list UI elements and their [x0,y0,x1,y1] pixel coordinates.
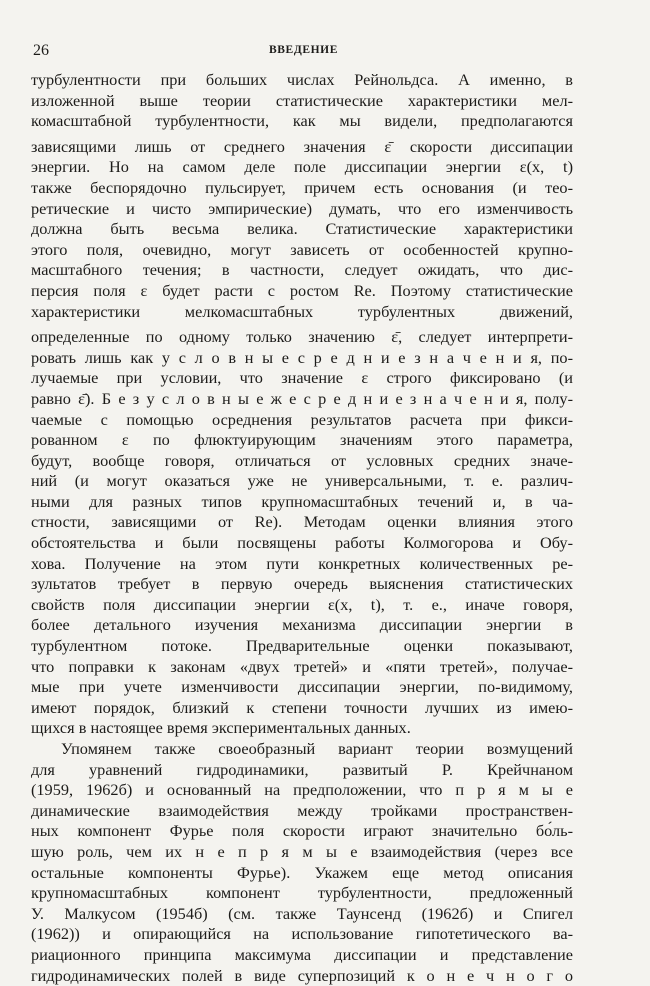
text-line: для уравнений гидродинамики, развитый Р. Крейчнаном [31,759,573,779]
text-line: обстоятельства и были посвящены работы Колмогорова и Обу- [31,533,573,553]
text-line: имеют порядок, близкий к степени точности лучших из имею- [31,697,573,717]
text-line: гидродинамических полей в виде суперпозиций к о н е ч н о г о [31,965,573,985]
text-line: рованном ε по флюктуирующим значениям этого параметра, [31,430,573,450]
text-line: чаемые с помощью осреднения результатов расчета при фикси- [31,409,573,429]
text-line: зультатов требует в первую очередь выяснения статистических [31,574,573,594]
text-line: ний (и могут оказаться уже не универсальными, т. е. различ- [31,471,573,491]
text-line: (1959, 1962б) и основанный на предположении, что п р я м ы е [31,780,573,800]
text-line: ных компонент Фурье поля скорости играют значительно бо́ль- [31,821,573,841]
text-line: турбулентности при больших числах Рейнольдса. А именно, в [31,70,573,89]
text-line: что поправки к законам «двух третей» и «пяти третей», получае- [31,656,573,676]
text-line: изложенной выше теории статистические характеристики мел- [31,90,573,110]
text-line: динамические взаимодействия между тройками пространствен- [31,800,573,820]
text-line: свойств поля диссипации энергии ε(x, t), т. е., иначе говоря, [31,594,573,614]
text-line: остальные компоненты Фурье). Укажем еще метод описания [31,862,573,882]
text-line: Упомянем также своеобразный вариант теории возмущений [61,739,573,758]
body-text [31,70,573,986]
text-line: щихся в настоящее время экспериментальных данных. [31,718,411,738]
text-line: лучаемые при условии, что значение ε строго фиксировано (и [31,368,573,388]
text-line: риационного принципа максимума диссипации и представление [31,944,573,964]
text-line: также беспорядочно пульсирует, причем есть основания (и тео- [31,177,573,197]
text-line: более детального изучения механизма диссипации энергии в [31,615,573,635]
running-head: ВВЕДЕНИЕ [269,44,338,56]
text-line: ровать лишь как у с л о в н ы е с р е д н и е з н а ч е н и я, по- [31,347,573,367]
text-line: комасштабной турбулентности, как мы видели, предполагаются [31,111,573,131]
page-header [33,42,574,60]
text-line: (1962)) и опирающийся на использование гипотетического ва- [31,924,573,944]
text-line: У. Малкусом (1954б) (см. также Таунсенд (1962б) и Спигел [31,903,573,923]
text-line: стности, зависящими от Re). Методам оценки влияния этого [31,512,573,532]
text-line: определенные по одному только значению ε̄, следует интерпрети- [31,327,573,347]
text-line: крупномасштабных компонент турбулентности, предложенный [31,883,573,903]
text-line: мые при учете изменчивости диссипации энергии, по-видимому, [31,677,573,697]
text-line: будут, вообще говоря, отличаться от условных средних значе- [31,450,573,470]
text-line: равно ε̄). Б е з у с л о в н ы е ж е с р е д н и е з н а ч е н и я, полу- [31,388,573,408]
text-line: энергии. Но на самом деле поле диссипации энергии ε(x, t) [31,157,573,177]
text-line: хова. Получение на этом пути конкретных количественных ре- [31,553,573,573]
text-line: зависящими лишь от среднего значения ε̄ скорости диссипации [31,136,573,156]
text-line: масштабного течения; в частности, следует ожидать, что дис- [31,260,573,280]
text-line: этого поля, очевидно, могут зависеть от особенностей крупно- [31,239,573,259]
text-line: ными для разных типов крупномасштабных течений и, в ча- [31,491,573,511]
text-line: турбулентном потоке. Предварительные оценки показывают, [31,636,573,656]
text-line: характеристики мелкомасштабных турбулентных движений, [31,301,573,321]
text-line: ретические и чисто эмпирические) думать, что его изменчивость [31,198,573,218]
text-line: персия поля ε будет расти с ростом Re. Поэтому статистические [31,280,573,300]
text-line: должна быть весьма велика. Статистические характеристики [31,219,573,239]
page-number: 26 [33,42,49,59]
text-line: шую роль, чем их н е п р я м ы е взаимодействия (через все [31,841,573,861]
